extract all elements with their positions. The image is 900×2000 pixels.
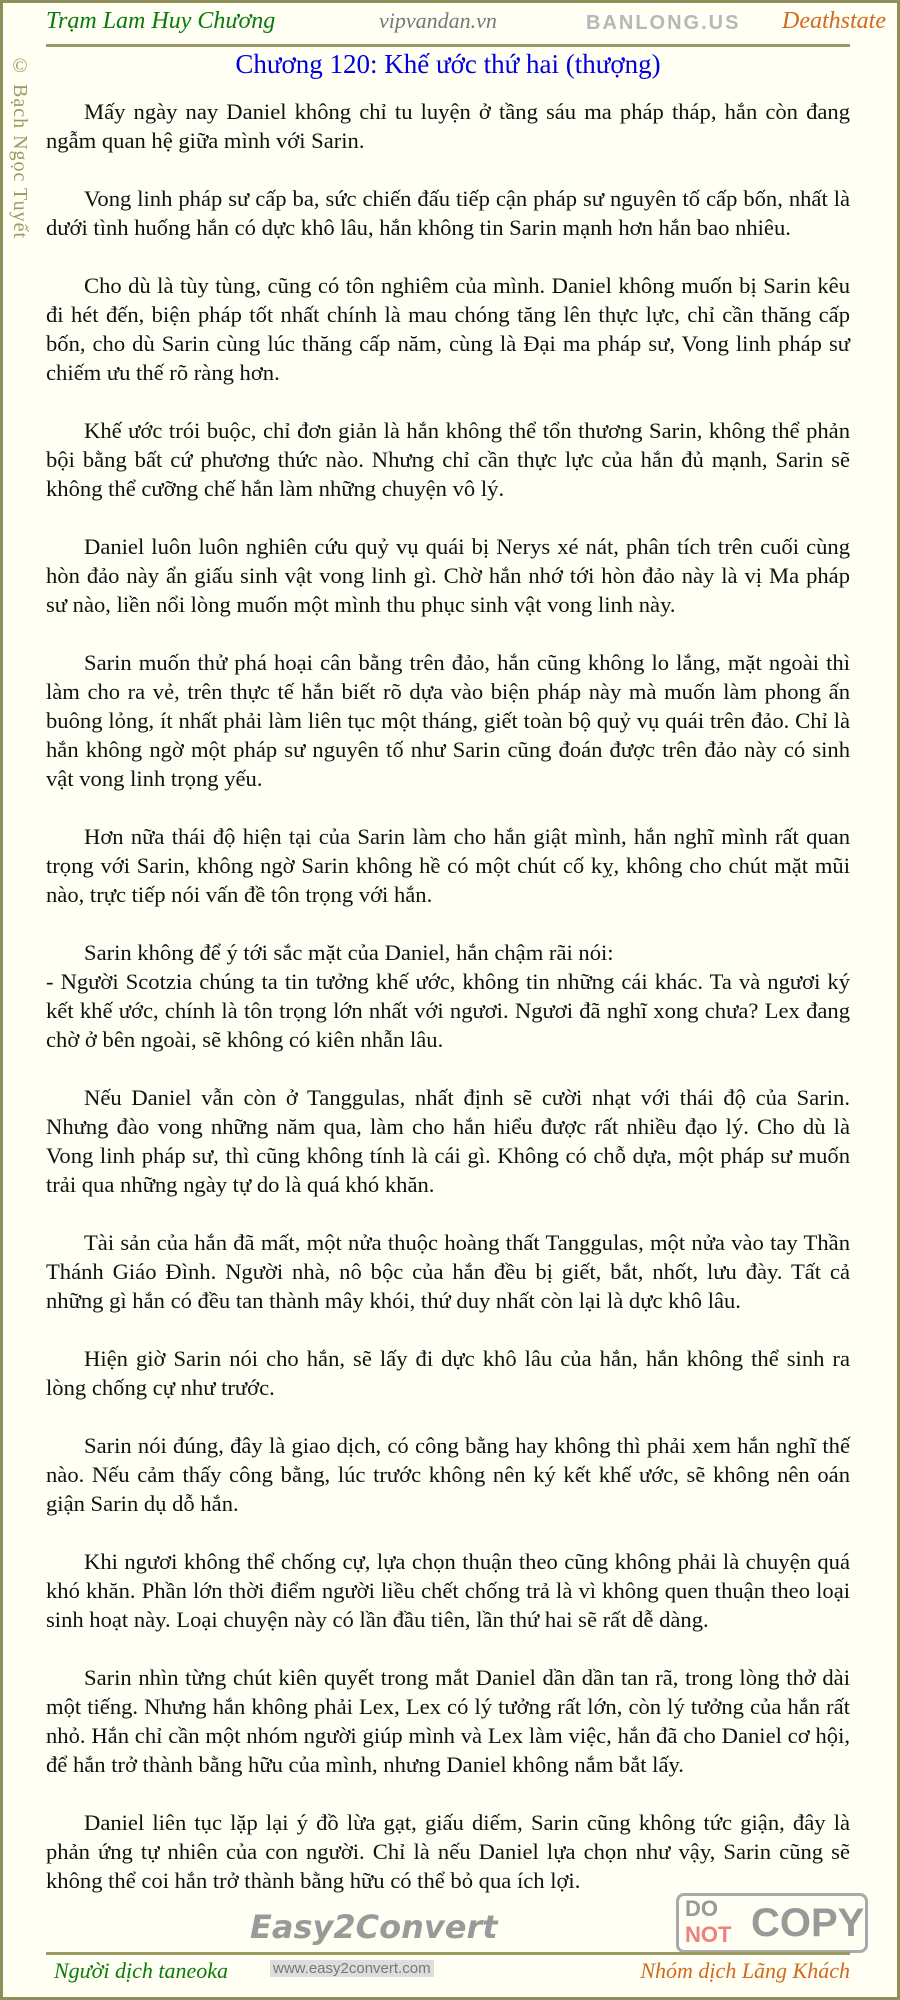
chapter-title: Chương 120: Khế ước thứ hai (thượng)	[235, 49, 661, 79]
paragraph-text: - Người Scotzia chúng ta tin tưởng khế ước, không tin những cái khác. Ta và ngươi ký kết khế ước, chính là tôn trọng lớn nhất với ngươi. Ngươi đã nghĩ xong chưa? Lex đang chờ ở bên ngoài, sẽ không có kiên nhẫn lâu.	[46, 969, 850, 1052]
stamp-do: DO	[685, 1896, 718, 1921]
paragraph-text: Tài sản của hắn đã mất, một nửa thuộc hoàng thất Tanggulas, một nửa vào tay Thần Thánh Giáo Đình. Người nhà, nô bộc của hắn đều bị giết, bắt, nhốt, lưu đày. Tất cả những gì hắn có đều tan thành mây khói, thứ duy nhất còn lại là dực khô lâu.	[46, 1230, 850, 1313]
paragraph	[46, 1083, 850, 1199]
paragraph-text: Khế ước trói buộc, chỉ đơn giản là hắn không thể tổn thương Sarin, không thể phản bội bằng bất cứ phương thức nào. Nhưng chỉ cần thực lực của hắn đủ mạnh, Sarin sẽ không thể cưỡng chế hắn làm những chuyện vô lý.	[46, 418, 850, 501]
header-site: vipvandan.vn	[379, 8, 497, 33]
paragraph-text: Nếu Daniel vẫn còn ở Tanggulas, nhất định sẽ cười nhạt với thái độ của Sarin. Nhưng đào vong những năm qua, làm cho hắn hiểu được rất nhiều đạo lý. Cho dù là Vong linh pháp sư, thì cũng không tính là cái gì. Không có chỗ dựa, một pháp sư muốn trải qua những ngày tự do là quá khó khăn.	[46, 1085, 850, 1197]
watermark-banlong: BANLONG.US	[586, 12, 741, 34]
chapter-body	[46, 97, 850, 1924]
paragraph-text: Cho dù là tùy tùng, cũng có tôn nghiêm của mình. Daniel không muốn bị Sarin kêu đi hét đến, biện pháp tốt nhất chính là mau chóng tăng lên thực lực, chỉ cần thăng cấp bốn, cho dù Sarin cùng lúc thăng cấp năm, cùng là Đại ma pháp sư, Vong linh pháp sư chiếm ưu thế rõ ràng hơn.	[46, 273, 850, 385]
paragraph	[46, 1431, 850, 1518]
paragraph-text: Vong linh pháp sư cấp ba, sức chiến đấu tiếp cận pháp sư nguyên tố cấp bốn, nhất là dưới tình huống hắn có dực khô lâu, hắn không tin Sarin mạnh hơn hắn bao nhiêu.	[46, 186, 850, 240]
paragraph-text: Daniel luôn luôn nghiên cứu quỷ vụ quái bị Nerys xé nát, phân tích trên cuối cùng hòn đảo này ẩn giấu sinh vật vong linh gì. Chờ hắn nhớ tới hòn đảo này là vị Ma pháp sư nào, liền nổi lòng muốn một mình thu phục sinh vật vong linh này.	[46, 534, 850, 617]
stamp-copy: COPY	[751, 1901, 865, 1945]
paragraph-text: Sarin nói đúng, đây là giao dịch, có công bằng hay không thì phải xem hắn nghĩ thế nào. Nếu cảm thấy công bằng, lúc trước không nên ký kết khế ước, sẽ không nên oán giận Sarin dụ dỗ hắn.	[46, 1433, 850, 1516]
paragraph	[46, 416, 850, 503]
paragraph	[46, 822, 850, 909]
header-author: Deathstate	[782, 8, 886, 34]
paragraph-text: Khi ngươi không thể chống cự, lựa chọn thuận theo cũng không phải là chuyện quá khó khăn. Phần lớn thời điểm người liều chết chống trả là vì không quen thuận theo loại sinh hoạt này. Loại chuyện này có lần đầu tiên, lần thứ hai sẽ rất dễ dàng.	[46, 1549, 850, 1632]
header-divider	[46, 44, 850, 47]
paragraph	[46, 938, 850, 1054]
stamp-not: NOT	[685, 1922, 732, 1947]
easy2convert-url: www.easy2convert.com	[270, 1960, 434, 1977]
paragraph	[46, 1547, 850, 1634]
do-not-copy-stamp	[676, 1893, 868, 1953]
easy2convert-logo: Easy2Convert	[250, 1908, 498, 1946]
paragraph	[46, 532, 850, 619]
paragraph	[46, 648, 850, 793]
paragraph	[46, 1663, 850, 1779]
paragraph-text: Sarin không để ý tới sắc mặt của Daniel, hắn chậm rãi nói:	[84, 940, 614, 965]
paragraph	[46, 97, 850, 155]
footer-divider	[46, 1952, 850, 1955]
paragraph	[46, 271, 850, 387]
paragraph-text: Hiện giờ Sarin nói cho hắn, sẽ lấy đi dực khô lâu của hắn, hắn không thể sinh ra lòng chống cự như trước.	[46, 1346, 850, 1400]
page-header	[46, 6, 886, 42]
paragraph-text: Daniel liên tục lặp lại ý đồ lừa gạt, giấu diếm, Sarin cũng không tức giận, đây là phản ứng tự nhiên của con người. Chỉ là nếu Daniel lựa chọn như vậy, Sarin cũng sẽ không thể coi hắn trở thành bằng hữu có thể bỏ qua ích lợi.	[46, 1810, 850, 1893]
paragraph-text: Sarin muốn thử phá hoại cân bằng trên đảo, hắn cũng không lo lắng, mặt ngoài thì làm cho ra vẻ, trên thực tế hắn biết rõ dựa vào biện pháp này mà muốn làm phong ấn buông lỏng, ít nhất phải làm liên tục một tháng, giết toàn bộ quỷ vụ quái trên đảo. Chỉ là hắn không ngờ một pháp sư nguyên tố như Sarin cũng đoán được trên đảo này có sinh vật vong linh trọng yếu.	[46, 650, 850, 791]
paragraph	[46, 1228, 850, 1315]
paragraph-text: Hơn nữa thái độ hiện tại của Sarin làm cho hắn giật mình, hắn nghĩ mình rất quan trọng với Sarin, không ngờ Sarin không hề có một chút cố kỵ, không cho chút mặt mũi nào, trực tiếp nói vấn đề tôn trọng với hắn.	[46, 824, 850, 907]
paragraph-text: Mấy ngày nay Daniel không chỉ tu luyện ở tầng sáu ma pháp tháp, hắn còn đang ngẫm quan hệ giữa mình với Sarin.	[46, 99, 850, 153]
footer-translator: Người dịch taneoka	[54, 1958, 229, 1983]
side-credit: © Bạch Ngọc Tuyết	[9, 55, 31, 239]
paragraph-text: Sarin nhìn từng chút kiên quyết trong mắt Daniel dần dần tan rã, trong lòng thở dài một tiếng. Nhưng hắn không phải Lex, Lex có lý tưởng rất lớn, còn lý tưởng của hắn rất nhỏ. Hắn chỉ cần một nhóm người giúp mình và Lex làm việc, hắn đã cho Daniel cơ hội, để hắn trở thành bằng hữu của mình, nhưng Daniel không nắm bắt lấy.	[46, 1665, 850, 1777]
paragraph	[46, 1808, 850, 1895]
paragraph	[46, 1344, 850, 1402]
header-book-title: Trạm Lam Huy Chương	[46, 8, 276, 34]
footer-group: Nhóm dịch Lãng Khách	[640, 1958, 850, 1983]
paragraph	[46, 184, 850, 242]
